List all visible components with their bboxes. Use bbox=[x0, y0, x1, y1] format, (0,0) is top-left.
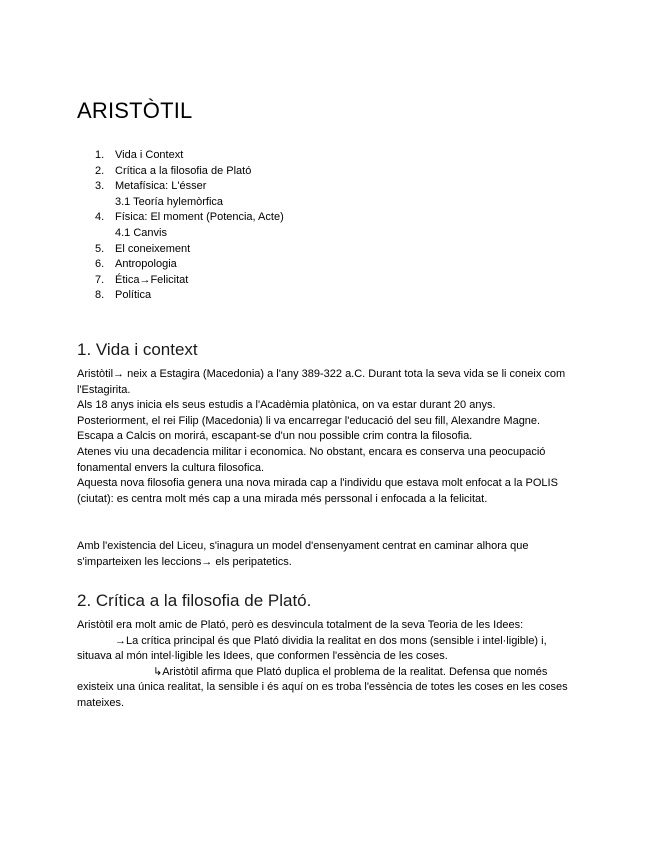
toc-label: Antropologia bbox=[115, 258, 177, 271]
toc-label: Vida i Context bbox=[115, 149, 184, 161]
toc-subitem bbox=[95, 226, 284, 242]
toc-item bbox=[95, 179, 284, 195]
table-of-contents bbox=[95, 148, 284, 304]
toc-item bbox=[95, 242, 284, 258]
paragraph: Aristòtil→ neix a Estagira (Macedonia) a l'any 389-322 a.C. Durant tota la seva vida se li coneix com l'Estagirita. bbox=[77, 368, 566, 396]
toc-item bbox=[95, 288, 284, 304]
toc-label: Metafísica: L'ésser bbox=[115, 180, 207, 193]
paragraph: ↳Aristòtil afirma que Plató duplica el problema de la realitat. Defensa que només bbox=[153, 665, 548, 678]
paragraph: Atenes viu una decadencia militar i economica. No obstant, encara es conserva una peocupació fonamental envers la cultura filosofica. bbox=[77, 445, 546, 474]
toc-label: 4.1 Canvis bbox=[115, 226, 167, 239]
section-body-liceu bbox=[77, 539, 582, 570]
paragraph: Als 18 anys inicia els seus estudis a l'Acadèmia platònica, on va estar durant 20 anys. bbox=[77, 399, 496, 412]
toc-item bbox=[95, 164, 284, 180]
paragraph: Aquesta nova filosofia genera una nova mirada cap a l'individu que estava molt enfocat a la POLIS (ciutat): es centra molt més cap a una mirada més perssonal i enfocada a la felicitat. bbox=[77, 477, 558, 505]
toc-item bbox=[95, 148, 284, 164]
toc-label: Política bbox=[115, 289, 152, 302]
toc-number: 6. bbox=[95, 258, 105, 271]
section-body-critica-plato bbox=[77, 618, 582, 712]
paragraph: existeix una única realitat, la sensible i és aquí on es troba l'essència de totes les coses en les coses mateixes. bbox=[77, 681, 568, 709]
paragraph: →La crítica principal és que Plató dividia la realitat en dos mons (sensible i intel·ligible) i, bbox=[115, 634, 547, 647]
toc-number: 8. bbox=[95, 289, 105, 302]
toc-item bbox=[95, 273, 284, 289]
toc-number: 2. bbox=[95, 164, 105, 177]
section-heading-vida-i-context: 1. Vida i context bbox=[77, 340, 198, 359]
page-title: ARISTÒTIL bbox=[77, 98, 193, 123]
toc-subitem bbox=[95, 195, 284, 211]
paragraph: Posteriorment, el rei Filip (Macedonia) li va encarregar l'educació del seu fill, Alexandre Magne. bbox=[77, 414, 541, 427]
toc-label: Física: El moment (Potencia, Acte) bbox=[115, 211, 284, 224]
toc-item bbox=[95, 257, 284, 273]
toc-label: El coneixement bbox=[115, 242, 191, 255]
section-heading-critica-plato: 2. Crítica a la filosofia de Plató. bbox=[77, 591, 312, 610]
toc-item bbox=[95, 210, 284, 226]
toc-number: 7. bbox=[95, 273, 105, 286]
toc-label: 3.1 Teoría hylemòrfica bbox=[115, 195, 224, 208]
toc-number: 1. bbox=[95, 149, 105, 161]
toc-number: 5. bbox=[95, 242, 105, 255]
toc-label: Crítica a la filosofia de Plató bbox=[115, 164, 252, 177]
toc-number: 3. bbox=[95, 180, 105, 193]
paragraph: Amb l'existencia del Liceu, s'inagura un model d'ensenyament centrat en caminar alhora que s'imparteixen les leccions→ els peripatetics. bbox=[77, 540, 529, 568]
section-body-vida-i-context bbox=[77, 367, 582, 507]
paragraph: situava al món intel·ligible les Idees, que conformen l'essència de les coses. bbox=[77, 650, 448, 663]
paragraph: Aristòtil era molt amic de Plató, però es desvincula totalment de la seva Teoria de les Idees: bbox=[77, 619, 524, 631]
toc-label: Ética→Felicitat bbox=[115, 273, 189, 286]
toc-number: 4. bbox=[95, 211, 105, 224]
paragraph: Escapa a Calcis on morirá, escapant-se d'un nou possible crim contra la filosofia. bbox=[77, 430, 473, 443]
